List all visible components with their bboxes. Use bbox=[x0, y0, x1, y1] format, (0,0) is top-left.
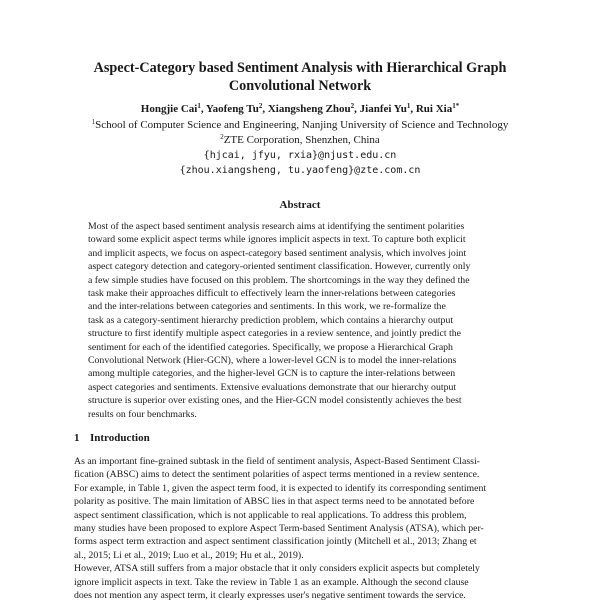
intro-line: As an important fine-grained subtask in the field of sentiment analysis, Aspect-Based Sentiment Classi- bbox=[74, 456, 480, 467]
affiliation bbox=[0, 133, 600, 147]
affiliation-sup: 1 bbox=[91, 118, 96, 126]
title-line: Convolutional Network bbox=[228, 78, 372, 94]
abstract-line: sentiment for each of the identified categories. Specifically, we propose a Hierarchical Graph bbox=[88, 341, 453, 353]
author-sup: 1 bbox=[197, 102, 201, 110]
affiliation bbox=[0, 118, 600, 132]
intro-line: al., 2015; Li et al., 2019; Luo et al., 2019; Hu et al., 2019). bbox=[74, 549, 304, 561]
abstract-line: toward some explicit aspect terms while ignores implicit aspects in text. To capture both explicit bbox=[88, 234, 466, 246]
affiliation-text: ZTE Corporation, Shenzhen, China bbox=[223, 134, 380, 146]
intro-line: fication (ABSC) aims to detect the sentiment polarities of aspect terms mentioned in a review sentence. bbox=[74, 469, 480, 481]
abstract-body bbox=[88, 220, 512, 421]
abstract-line: Convolutional Network (Hier-GCN), where a lower-level GCN is to model the inner-relations bbox=[88, 355, 457, 367]
affiliation-text: School of Computer Science and Engineering, Nanjing University of Science and Technology bbox=[95, 119, 509, 131]
author-list: Hongjie Cai$^1$, Yaofeng Tu$^2$, Xiangsheng Zhou$^2$, Jianfei Yu$^1$, Rui Xia$^{1*}$ bbox=[140, 102, 460, 115]
intro-line: For example, in Table 1, given the aspect term food, it is expected to identify its corresponding sentiment bbox=[74, 482, 487, 494]
author-name: Rui Xia bbox=[415, 103, 453, 115]
author-sup: 1 bbox=[406, 102, 411, 110]
abstract-line: and implicit aspects, we focus on aspect-category based sentiment analysis, which involves joint bbox=[88, 247, 467, 259]
abstract-line: a few simple studies have focused on this problem. The shortcomings in the way they defined the bbox=[88, 274, 470, 286]
author-sup: 2 bbox=[258, 102, 263, 110]
author-sup: 1* bbox=[452, 102, 460, 110]
abstract-line: and the inter-relations between categories and sentiments. In this work, we re-formalize the bbox=[88, 301, 446, 313]
author-name: Yaofeng Tu bbox=[205, 103, 259, 115]
intro-line: polarity as positive. The main limitation of ABSC lies in that aspect terms need to be annotated before bbox=[74, 496, 475, 508]
abstract-line: among multiple categories, and the higher-level GCN is to capture the inter-relations between bbox=[88, 368, 456, 380]
section-number: 1 bbox=[74, 432, 80, 444]
abstract-line: aspect category detection and category-oriented sentiment classification. However, currently only bbox=[88, 261, 471, 273]
abstract-heading: Abstract bbox=[279, 199, 321, 211]
abstract-line: aspect categories and sentiments. Extensive evaluations demonstrate that our hierarchy output bbox=[88, 381, 457, 393]
author-name: Jianfei Yu bbox=[359, 103, 407, 115]
intro-line: forms aspect term extraction and aspect sentiment classification jointly (Mitchell et al., 2013; Zhang et bbox=[74, 536, 477, 548]
intro-line: does not mention any aspect term, it clearly expresses user's negative sentiment towards the service. bbox=[74, 590, 466, 602]
abstract-line: task make their approaches difficult to effectively learn the inner-relations between categories bbox=[88, 288, 456, 300]
title-line: Aspect-Category based Sentiment Analysis with Hierarchical Graph bbox=[93, 60, 507, 76]
abstract-line: Most of the aspect based sentiment analysis research aims at identifying the sentiment polarities bbox=[88, 221, 465, 232]
intro-line: ignore implicit aspects in text. Take the review in Table 1 as an example. Although the second clause bbox=[74, 576, 469, 588]
intro-line: However, ATSA still suffers from a major obstacle that it only considers explicit aspects but completely bbox=[74, 563, 480, 575]
intro-line: many studies have been proposed to explore Aspect Term-based Sentiment Analysis (ATSA), which per- bbox=[74, 523, 484, 535]
paper-title bbox=[0, 59, 600, 95]
email-line: {zhou.xiangsheng, tu.yaofeng}@zte.com.cn bbox=[179, 165, 421, 176]
section-heading bbox=[74, 432, 150, 444]
abstract-line: results on four benchmarks. bbox=[88, 408, 197, 420]
author-name: Hongjie Cai bbox=[140, 103, 198, 115]
introduction-body bbox=[74, 455, 526, 602]
abstract-line: structure is superior over existing ones, and the Hier-GCN model consistently achieves the best bbox=[88, 395, 462, 407]
email-line: {hjcai, jfyu, rxia}@njust.edu.cn bbox=[203, 150, 397, 161]
abstract-line: structure to first identify multiple aspect categories in a review sentence, and jointly predict the bbox=[88, 328, 461, 340]
author-sup: 2 bbox=[350, 102, 355, 110]
abstract-line: task as a category-sentiment hierarchy prediction problem, which contains a hierarchy output bbox=[88, 314, 454, 326]
author-name: Xiangsheng Zhou bbox=[267, 103, 351, 115]
section-title: Introduction bbox=[90, 432, 150, 444]
intro-line: aspect sentiment classification, which is not applicable to real applications. To address this problem, bbox=[74, 509, 467, 521]
affiliation-sup: 2 bbox=[220, 133, 224, 141]
